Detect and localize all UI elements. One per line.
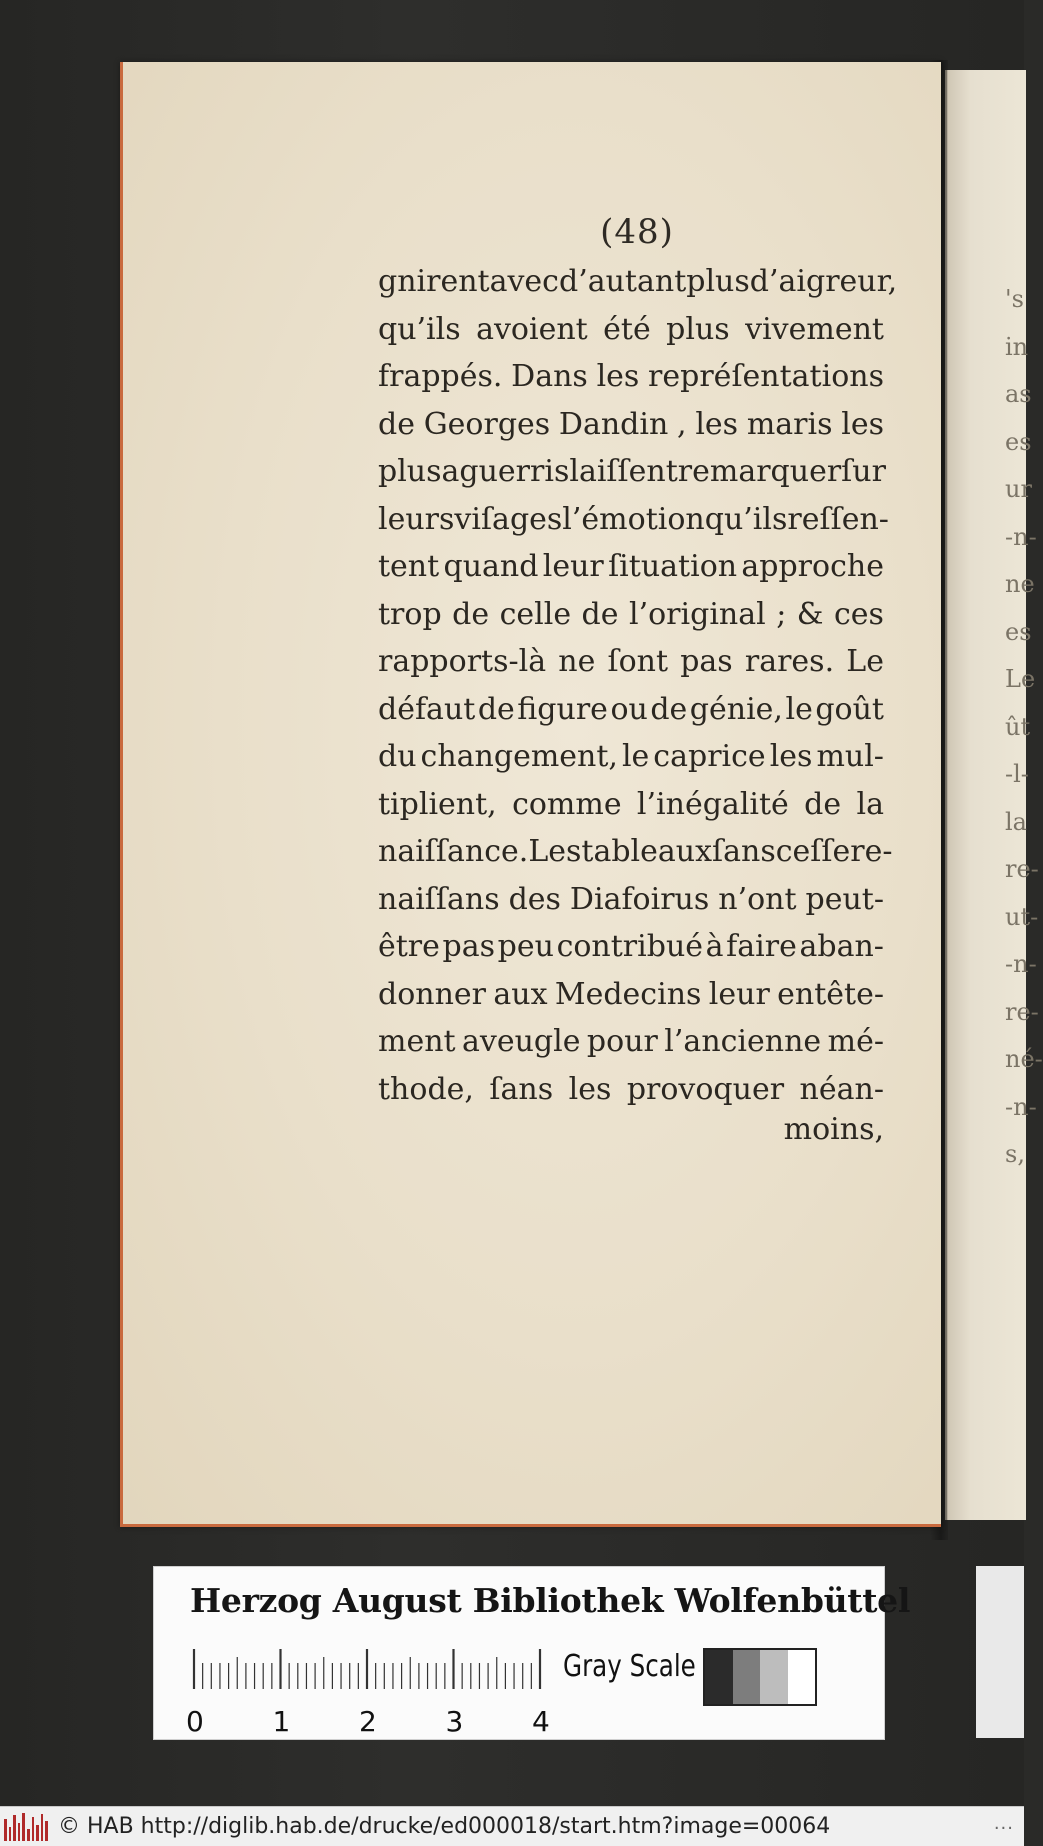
text-line [378, 1066, 884, 1114]
more-icon[interactable]: ... [993, 1813, 1014, 1834]
text-word: pas [680, 644, 733, 679]
reference-card [153, 1566, 911, 1740]
grayscale-swatch [705, 1650, 733, 1704]
text-line [378, 638, 884, 686]
text-word: donner [378, 976, 487, 1012]
text-word: de [452, 596, 490, 632]
text-word: avoient [476, 311, 588, 347]
logo-bar [27, 1829, 30, 1841]
text-word: d’aigreur, [749, 264, 898, 299]
logo-bar [22, 1813, 25, 1841]
text-word: approche [741, 549, 884, 584]
page-number: (48) [600, 212, 674, 252]
text-word: repréſentations [648, 359, 884, 394]
text-word: des [508, 881, 561, 917]
ruler-number: 3 [445, 1705, 464, 1738]
card-title: Herzog August Bibliothek Wolfenbüttel [190, 1581, 911, 1620]
next-page-fragment: s, [1005, 1140, 1025, 1168]
ruler-number: 2 [359, 1705, 377, 1738]
text-word: tiplient, [378, 786, 497, 822]
text-word: Les [528, 834, 582, 869]
text-line [378, 448, 884, 496]
text-word: caprice [653, 739, 766, 774]
grayscale-swatch [760, 1650, 788, 1704]
text-word: qu’ils [704, 501, 788, 537]
hab-logo-icon[interactable] [4, 1813, 48, 1841]
text-word: ; [776, 596, 787, 632]
text-line [378, 543, 884, 591]
measurement-ruler [192, 1649, 538, 1689]
next-page-fragment: ne [1005, 570, 1035, 598]
next-page-edge [945, 70, 1043, 1520]
catchword: moins, [783, 1112, 884, 1147]
text-word: tent [378, 549, 440, 584]
text-word: ſont [607, 644, 669, 679]
text-word: l’émotion [562, 501, 705, 537]
text-line [378, 781, 884, 829]
text-word: génie, [689, 691, 783, 727]
text-word: de [477, 691, 515, 727]
text-word: frappés. [378, 359, 503, 394]
ruler-number: 4 [532, 1705, 550, 1738]
text-word: les [568, 1071, 612, 1107]
text-word: défaut [378, 691, 476, 727]
text-word: les [695, 406, 739, 442]
text-word: naiſſance. [378, 834, 529, 869]
text-word: ne [558, 644, 596, 679]
text-word: entête- [777, 976, 884, 1012]
next-page-fragment: la [1005, 807, 1027, 836]
text-word: , [677, 406, 687, 442]
text-word: le [785, 691, 813, 727]
text-word: & [796, 596, 824, 632]
text-word: Medecins [554, 976, 702, 1012]
text-word: aveugle [462, 1024, 581, 1059]
text-word: à [705, 929, 724, 964]
text-word: comme [512, 786, 622, 822]
text-word: les [769, 739, 813, 774]
copyright-url[interactable]: © HAB http://diglib.hab.de/drucke/ed000018/start.htm?image=00064 [58, 1814, 831, 1839]
text-line [378, 258, 898, 306]
text-word: changement, [420, 739, 618, 774]
next-page-fragment: es [1005, 617, 1032, 646]
text-word: reſſen- [787, 501, 889, 537]
text-word: aban- [799, 929, 884, 964]
text-word: la [856, 786, 884, 822]
logo-bar [4, 1819, 7, 1841]
grayscale-swatch [733, 1650, 761, 1704]
text-word: mé- [827, 1024, 884, 1059]
next-page-fragment: 's [1005, 285, 1024, 313]
text-word: goût [815, 691, 884, 727]
text-line [378, 353, 884, 401]
ruler-number: 1 [272, 1705, 291, 1738]
text-word: aguerris [441, 454, 570, 489]
text-word: plus [666, 311, 730, 347]
text-line [378, 733, 884, 781]
text-line [378, 923, 884, 971]
next-page-fragment: re- [1005, 855, 1039, 883]
next-page-fragment: in [1005, 332, 1029, 361]
text-word: mul- [816, 739, 884, 774]
text-word: laiſſent [569, 454, 678, 489]
text-word: du [378, 739, 417, 774]
text-word: tableaux [581, 834, 713, 869]
text-word: provoquer [626, 1071, 785, 1107]
logo-bar [32, 1817, 35, 1841]
logo-bar [9, 1827, 12, 1841]
logo-bar [41, 1814, 44, 1841]
text-line [378, 876, 884, 924]
text-word: naiſſans [378, 881, 500, 917]
text-word: leur [708, 976, 770, 1012]
text-line [378, 828, 893, 876]
text-word: de [581, 596, 619, 632]
text-line [378, 1018, 884, 1066]
text-word: les [596, 359, 640, 394]
text-line [378, 306, 884, 354]
text-word: qu’ils [378, 311, 461, 347]
text-word: remarquer [677, 454, 842, 489]
text-word: quand [443, 549, 539, 584]
text-word: ou [610, 691, 648, 727]
text-word: rapports-là [378, 644, 547, 679]
text-word: les [841, 406, 884, 442]
logo-bar [36, 1825, 39, 1841]
text-word: n’ont [718, 881, 797, 917]
next-page-fragment: -n- [1005, 1092, 1037, 1121]
text-word: figure [517, 691, 608, 727]
text-word: l’original [628, 596, 766, 632]
text-word: ſans [712, 834, 776, 869]
text-word: ſans [489, 1071, 554, 1107]
text-word: néan- [799, 1071, 884, 1107]
text-word: leurs [378, 501, 455, 537]
text-word: Georges [423, 406, 551, 442]
text-word: avec [489, 264, 559, 299]
text-word: Le [846, 644, 884, 679]
text-word: peut- [805, 881, 884, 917]
text-word: faire [726, 929, 797, 964]
logo-bar [13, 1815, 16, 1841]
text-word: de [378, 406, 415, 442]
text-word: pas [442, 929, 496, 964]
next-page-fragment: ut- [1005, 902, 1039, 931]
logo-bar [45, 1821, 48, 1841]
text-word: maris [746, 406, 833, 442]
text-word: Dans [511, 359, 588, 394]
next-page-fragment: ût [1005, 712, 1031, 741]
text-line [378, 686, 884, 734]
next-page-fragment: re- [1005, 997, 1039, 1026]
next-page-fragment: as [1005, 380, 1032, 408]
text-word: l’inégalité [636, 786, 789, 822]
text-word: de [804, 786, 842, 822]
text-word: été [603, 311, 651, 347]
text-word: de [650, 691, 688, 727]
next-page-fragment: -n- [1005, 950, 1037, 978]
card-side-fragment [976, 1566, 1024, 1738]
text-word: viſages [454, 501, 563, 537]
text-line [378, 496, 889, 544]
next-page-fragment: -l- [1005, 760, 1029, 788]
next-page-fragment: -n- [1005, 522, 1037, 551]
next-page-fragment: né- [1005, 1045, 1043, 1073]
text-word: plus [378, 454, 442, 489]
text-word: le [621, 739, 650, 774]
text-word: peu [497, 929, 554, 964]
grayscale-label: Gray Scale [563, 1649, 696, 1684]
text-word: re- [850, 834, 893, 869]
text-word: aux [493, 976, 548, 1012]
footer-bar [0, 1806, 1024, 1846]
text-word: l’ancienne [664, 1024, 822, 1059]
text-line [378, 591, 884, 639]
text-word: plus [686, 264, 750, 299]
text-word: Dandin [558, 406, 669, 442]
text-word: ment [378, 1024, 456, 1059]
text-word: leur [542, 549, 604, 584]
text-word: rares. [744, 644, 835, 679]
text-word: pour [586, 1024, 658, 1059]
text-word: trop [378, 596, 442, 632]
next-page-fragment: ur [1005, 475, 1032, 503]
text-word: gnirent [378, 264, 490, 299]
text-word: ſur [841, 454, 886, 489]
grayscale-swatch [788, 1650, 816, 1704]
page-text [378, 258, 898, 1113]
text-word: vivement [745, 311, 884, 347]
text-word: ſituation [608, 549, 738, 584]
next-page-fragment: Le [1005, 665, 1036, 693]
next-page-fragment: es [1005, 427, 1032, 456]
text-word: être [378, 929, 440, 964]
text-line [378, 401, 884, 449]
grayscale-bar [703, 1648, 817, 1706]
text-line [378, 971, 884, 1019]
ruler-number: 0 [186, 1705, 204, 1738]
text-word: contribué [556, 929, 704, 964]
text-word: ceſſe [775, 834, 851, 869]
text-word: celle [499, 596, 572, 632]
text-word: thode, [378, 1071, 474, 1107]
logo-bar [18, 1823, 21, 1841]
text-word: ces [833, 596, 884, 632]
text-word: Diafoirus [569, 881, 710, 917]
text-word: d’autant [558, 264, 687, 299]
